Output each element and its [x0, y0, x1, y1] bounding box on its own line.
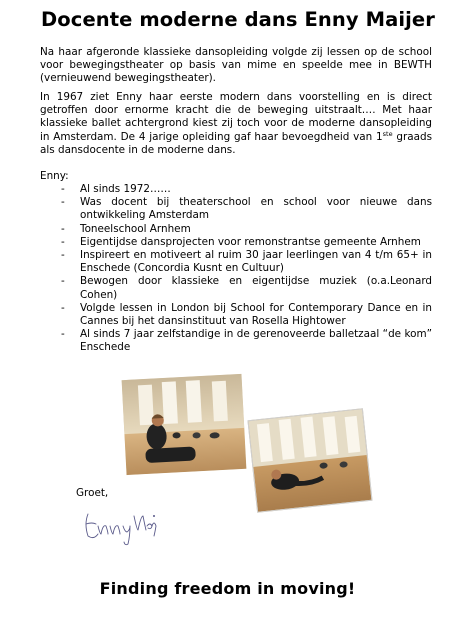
- list-intro: Enny:: [40, 170, 69, 182]
- list-item: [40, 328, 432, 354]
- list-item: [40, 302, 432, 328]
- dance-class-photo: [247, 408, 372, 513]
- career-paragraph: [40, 91, 432, 157]
- list-item-text: Toneelschool Arnhem: [80, 222, 191, 235]
- list-item-text: Inspireert en motiveert al ruim 30 jaar leerlingen van 4 t/m 65+ in Enschede (Concordia Kusnt en Cultuur): [80, 249, 432, 275]
- list-item-text: Eigentijdse dansprojecten voor remonstrantse gemeente Arnhem: [80, 235, 421, 248]
- tagline: Finding freedom in moving!: [99, 579, 356, 598]
- list-item: [40, 249, 432, 275]
- list-dash: -: [61, 301, 65, 314]
- list-dash: -: [61, 222, 65, 235]
- list-item-text: Al sinds 1972……: [80, 183, 171, 195]
- list-item-text: Volgde lessen in London bij School for Contemporary Dance en in Cannes bij het dansinstituut van Rosella Hightower: [80, 301, 432, 328]
- list-item-text: Al sinds 7 jaar zelfstandige in de gerenoveerde balletzaal “de kom” Enschede: [80, 328, 432, 354]
- career-text-end: graads als dansdocente in de moderne dans.: [40, 130, 432, 156]
- list-item: [40, 223, 432, 236]
- page-title: Docente moderne dans Enny Maijer: [41, 8, 435, 31]
- list-item: [40, 196, 432, 222]
- dance-studio-photo: [122, 374, 247, 475]
- list-dash: -: [61, 249, 65, 262]
- handwritten-signature: [80, 500, 160, 550]
- list-item: [40, 183, 432, 196]
- list-dash: -: [61, 183, 65, 195]
- list-item-text: Was docent bij theaterschool en school voor nieuwe dans ontwikkeling Amsterdam: [80, 196, 432, 222]
- list-item-text: Bewogen door klassieke en eigentijdse muziek (o.a.Leonard Cohen): [80, 275, 432, 301]
- ordinal-superscript: ste: [382, 129, 393, 138]
- experience-list: [40, 183, 432, 355]
- list-item: [40, 275, 432, 301]
- list-dash: -: [61, 328, 65, 341]
- career-text: In 1967 ziet Enny haar eerste modern dans voorstelling en is direct getroffen door ernorme kracht die de beweging uitstraalt…. Met haar klassieke ballet achtergrond kiest zij toch voor de moderne dansopleiding in Amsterdam. De 4 jarige opleiding gaf haar bevoegdheid van 1: [40, 91, 432, 143]
- intro-paragraph: Na haar afgeronde klassieke dansopleiding volgde zij lessen op de school voor bewegingstheater op basis van mime en speelde mee in BEWTH (vernieuwend bewegingstheater).: [40, 46, 432, 85]
- list-dash: -: [61, 235, 65, 248]
- list-item: [40, 236, 432, 249]
- greeting: Groet,: [76, 487, 109, 499]
- list-dash: -: [61, 275, 65, 288]
- list-dash: -: [61, 196, 65, 209]
